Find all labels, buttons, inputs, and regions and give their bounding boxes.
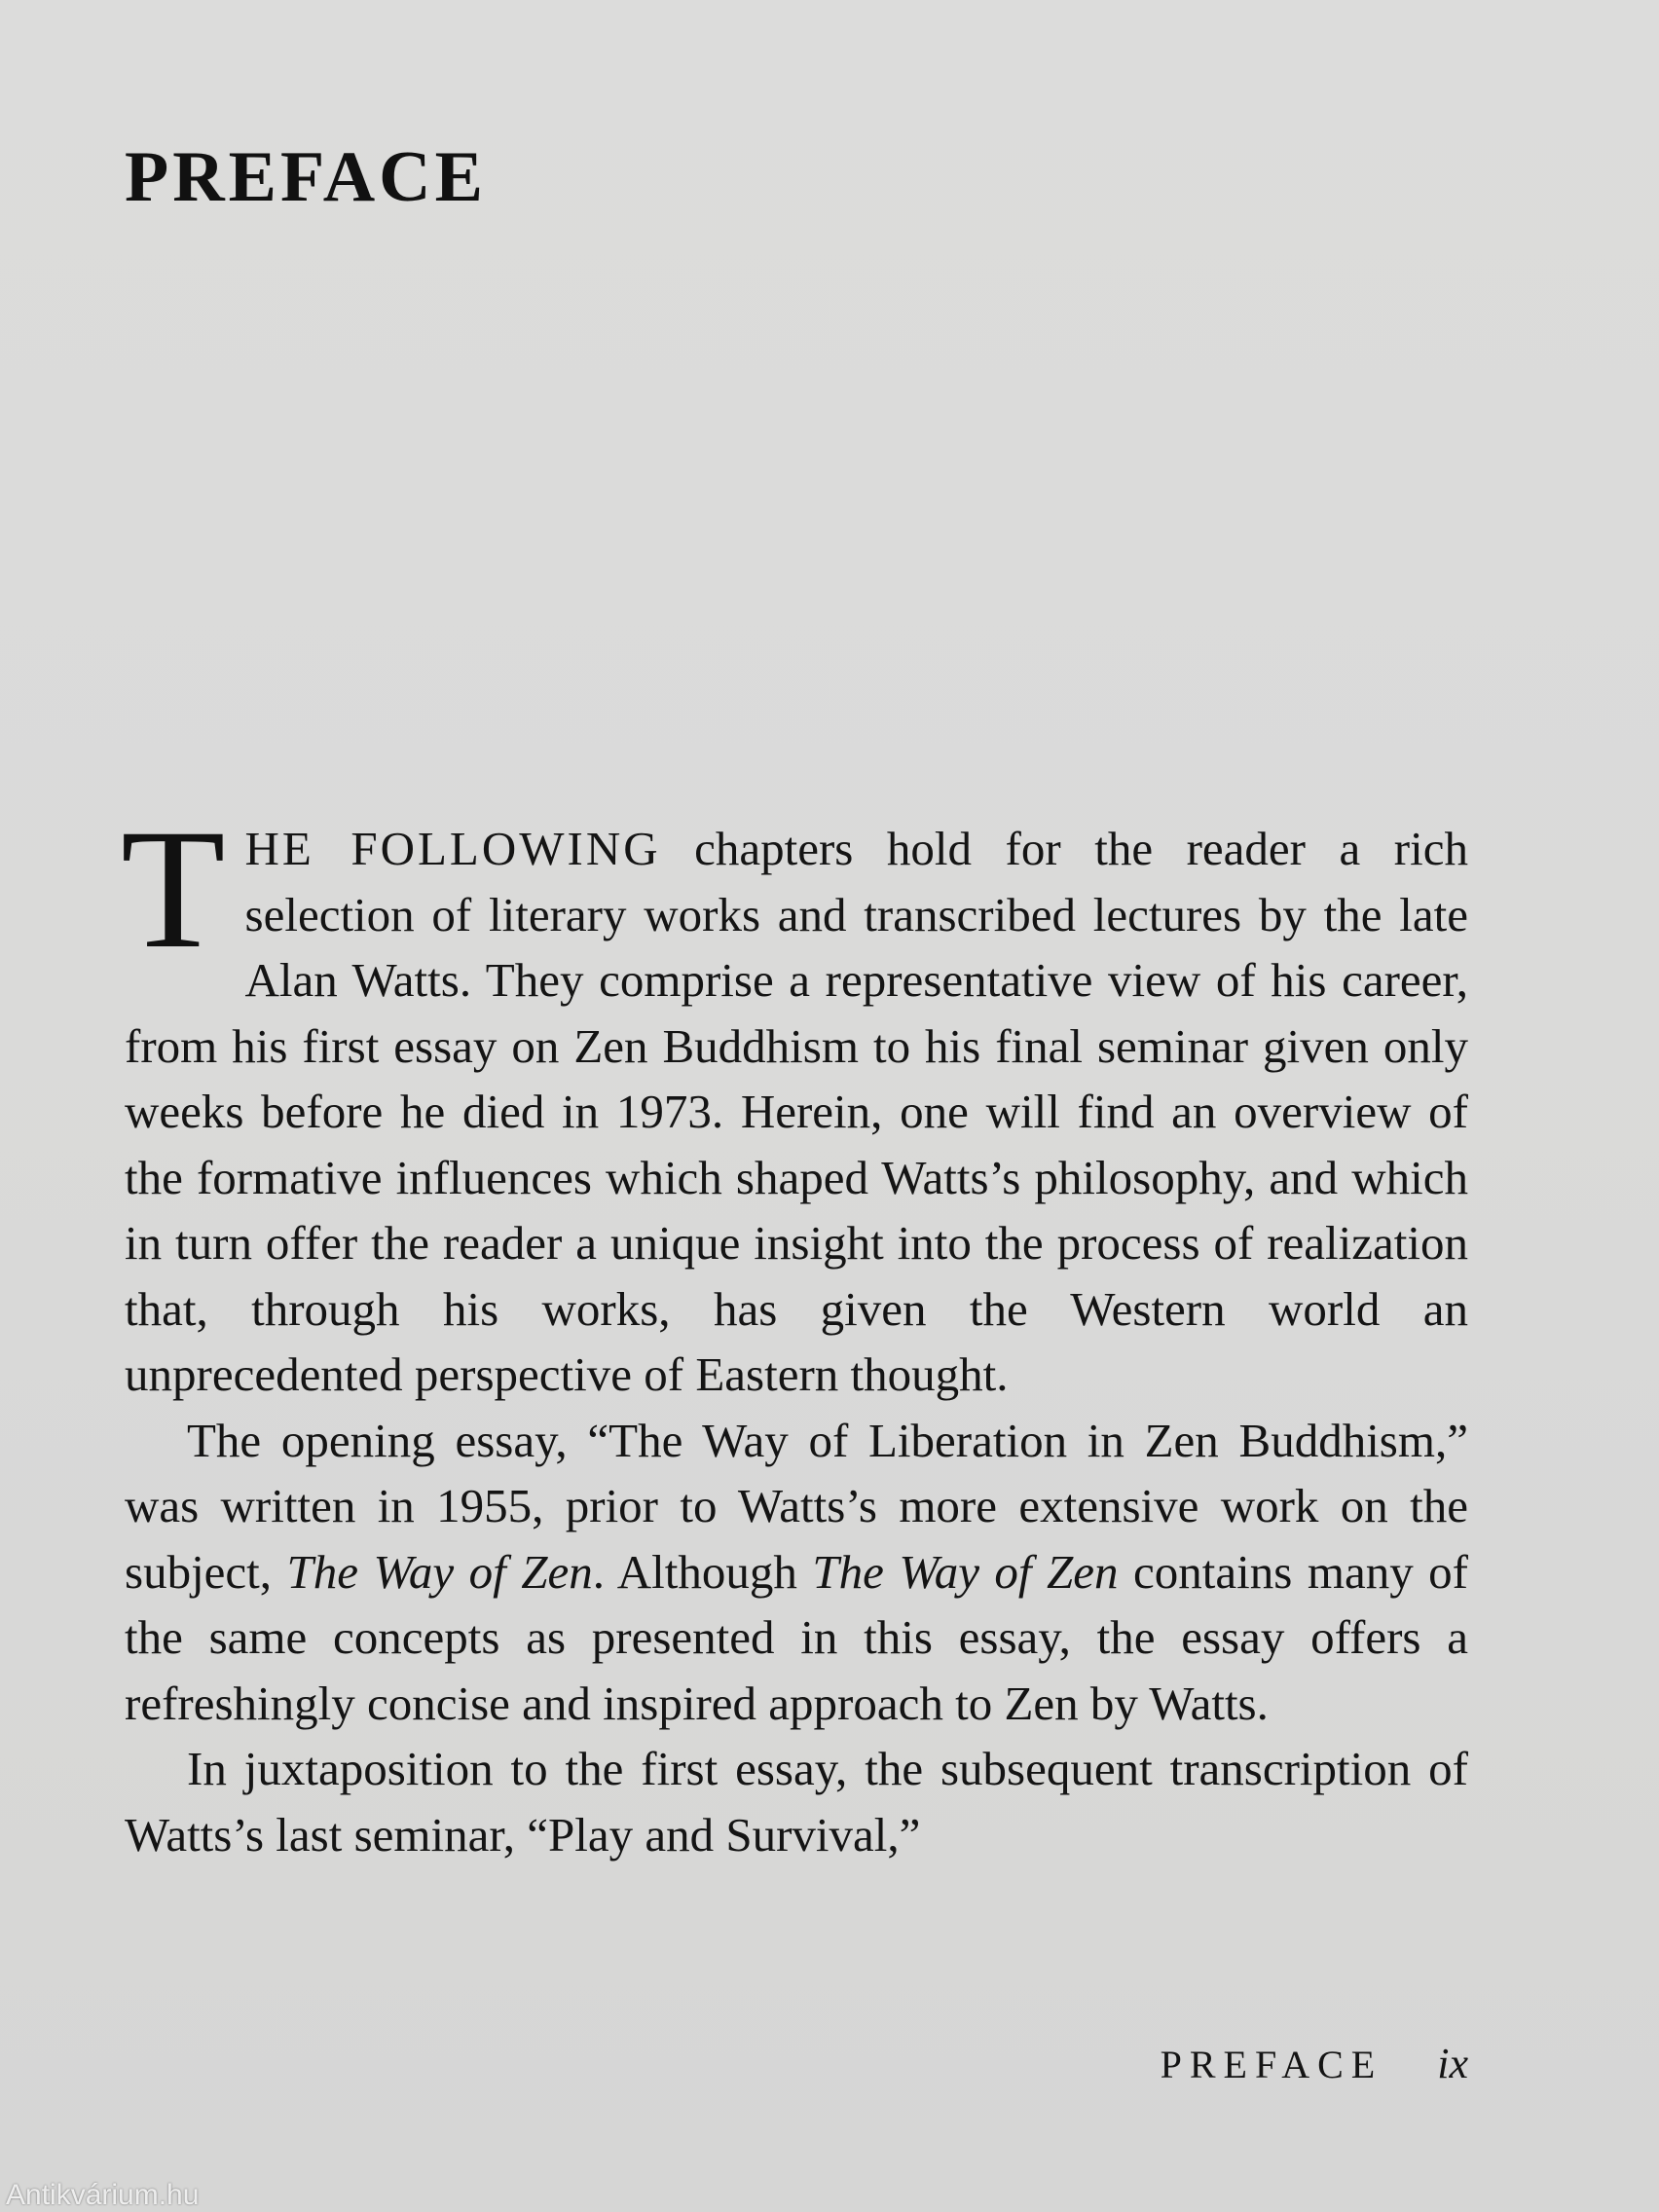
paragraph-2-text-c: contains many of the same concepts as presented in this essay, the essay offers a refreshingly concise and inspired approach to Zen by Watts. [125, 1544, 1469, 1730]
page-title: PREFACE [125, 137, 487, 217]
watermark: Antikvárium.hu [6, 2179, 200, 2211]
page-number: ix [1437, 2040, 1468, 2087]
drop-cap: T [121, 794, 226, 984]
paragraph-1 [121, 794, 1468, 1408]
paragraph-1-text: chapters hold for the reader a rich selection of literary works and transcribed lectures by the late Alan Watts. They comprise a representative view of his career, from his first essay on Zen Buddhism to his final seminar given only weeks before he died in 1973. Herein, one will find an overview of the formative influences which shaped Watts’s philosophy, and which in turn offer the reader a unique insight into the process of realization that, through his works, has given the Western world an unprecedented perspective of Eastern thought. [125, 822, 1468, 1401]
footer-label: PREFACE [1160, 2043, 1383, 2086]
book-title-italic: The Way of Zen [286, 1544, 593, 1599]
paragraph-3 [125, 1736, 1468, 1867]
paragraph-2 [125, 1408, 1468, 1737]
preface-body [121, 794, 1469, 1867]
running-footer [1161, 2039, 1468, 2088]
paragraph-2-text-b: . Although [592, 1544, 813, 1599]
lead-in-smallcaps: HE FOLLOWING [244, 822, 661, 875]
book-title-italic: The Way of Zen [812, 1544, 1119, 1599]
paragraph-2-text-a: The opening essay, “The Way of Liberation in Zen Buddhism,” was written in 1955, prior to Watts’s more extensive work on the subject, [125, 1413, 1468, 1599]
paragraph-3-text: In juxtaposition to the first essay, the subsequent transcription of Watts’s last seminar, “Play and Survival,” [125, 1742, 1468, 1862]
